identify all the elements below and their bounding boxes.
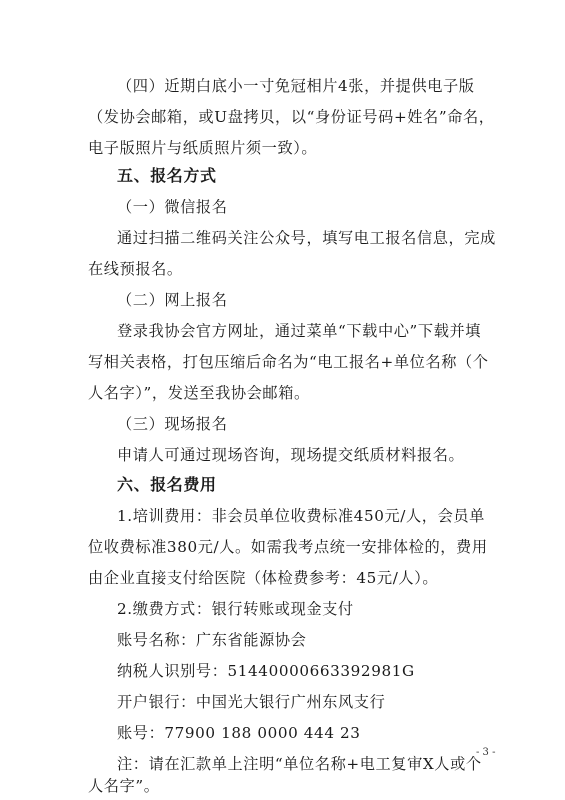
online-line3: 人名字）”，发送至我协会邮箱。 [88,384,310,402]
item4-line3: 电子版照片与纸质照片须一致）。 [88,139,318,157]
onsite-subheading: （三）现场报名 [117,415,228,433]
account-name: 账号名称：广东省能源协会 [117,631,307,649]
item4-line1: （四）近期白底小一寸免冠相片4张，并提供电子版 [117,77,475,95]
account-number: 账号：77900 188 0000 444 23 [117,724,361,742]
payment-method: 2.缴费方式：银行转账或现金支付 [117,600,354,618]
wechat-subheading: （一）微信报名 [117,198,228,216]
section6-heading: 六、报名费用 [117,475,217,494]
training-fee-line3: 由企业直接支付给医院（体检费参考：45元/人）。 [88,569,439,587]
online-subheading: （二）网上报名 [117,291,228,309]
payment-note-line2: 人名字”。 [88,777,160,795]
wechat-line1: 通过扫描二维码关注公众号，填写电工报名信息，完成 [117,229,496,247]
training-fee-line2: 位收费标准380元/人。如需我考点统一安排体检的，费用 [88,538,488,556]
online-line1: 登录我协会官方网址，通过菜单“下载中心”下载并填 [117,322,482,340]
training-fee-line1: 1.培训费用：非会员单位收费标准450元/人，会员单 [117,507,485,525]
wechat-line2: 在线预报名。 [88,260,183,278]
page-number: - 3 - [476,747,496,758]
payment-note-line1: 注：请在汇款单上注明“单位名称+电工复审X人或个 [117,755,482,773]
item4-line2: （发协会邮箱，或U盘拷贝，以“身份证号码+姓名”命名， [88,108,495,126]
online-line2: 写相关表格，打包压缩后命名为“电工报名+单位名称（个 [88,353,489,371]
bank-name: 开户银行：中国光大银行广州东风支行 [117,693,386,711]
section5-heading: 五、报名方式 [117,166,217,185]
onsite-line1: 申请人可通过现场咨询，现场提交纸质材料报名。 [117,446,465,464]
taxpayer-id: 纳税人识别号：51440000663392981G [117,662,415,680]
